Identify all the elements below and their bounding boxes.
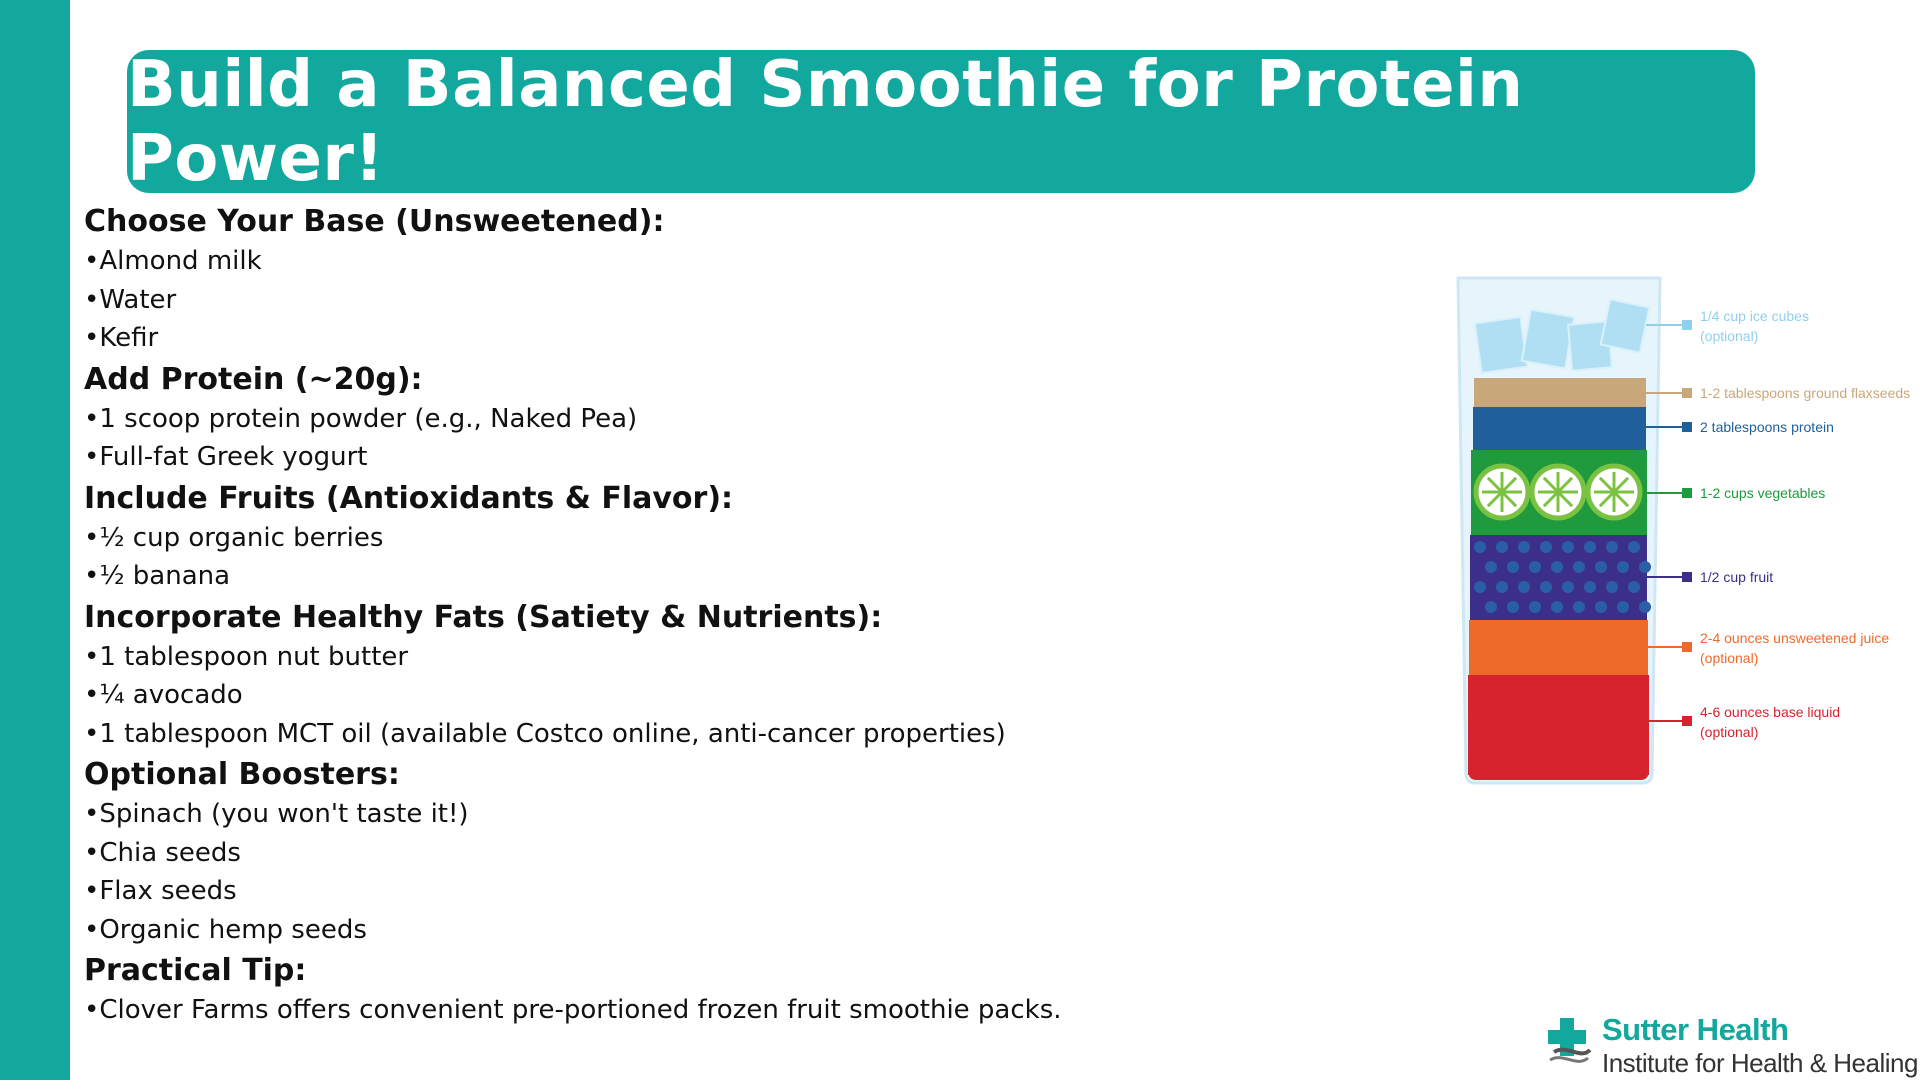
fruit-dot bbox=[1606, 581, 1618, 593]
layer-flax bbox=[1474, 378, 1646, 407]
list-item: •½ cup organic berries bbox=[84, 522, 384, 553]
fruit-dot bbox=[1573, 601, 1585, 613]
list-item: •Flax seeds bbox=[84, 876, 237, 906]
logo-name: Sutter Health bbox=[1602, 1012, 1789, 1047]
fruit-dot bbox=[1474, 581, 1486, 593]
fruit-dot bbox=[1606, 541, 1618, 553]
infographic-label-liquid: 4-6 ounces base liquid bbox=[1700, 704, 1841, 720]
fruit-dot bbox=[1639, 601, 1651, 613]
cucumber-slice bbox=[1588, 466, 1640, 518]
cucumber-slice bbox=[1532, 466, 1584, 518]
title-banner bbox=[127, 47, 1755, 196]
vegetable-slices bbox=[1476, 466, 1640, 518]
fruit-dot bbox=[1529, 561, 1541, 573]
list-item: •½ banana bbox=[84, 561, 231, 591]
infographic-label-flax: 1-2 tablespoons ground flaxseeds bbox=[1700, 385, 1911, 401]
list-item: •Chia seeds bbox=[84, 837, 241, 868]
layer-liquid bbox=[1468, 675, 1649, 775]
list-item: •Full-fat Greek yogurt bbox=[84, 442, 368, 472]
section-heading: Include Fruits (Antioxidants & Flavor): bbox=[84, 480, 734, 516]
cucumber-slice bbox=[1476, 466, 1528, 518]
section-heading: Add Protein (~20g): bbox=[84, 361, 423, 397]
fruit-dot bbox=[1540, 581, 1552, 593]
fruit-dot bbox=[1507, 561, 1519, 573]
fruit-dot bbox=[1584, 541, 1596, 553]
fruit-dot bbox=[1496, 541, 1508, 553]
section-heading: Choose Your Base (Unsweetened): bbox=[84, 204, 665, 239]
fruit-dot bbox=[1518, 581, 1530, 593]
fruit-dot bbox=[1617, 601, 1629, 613]
fruit-dot bbox=[1529, 601, 1541, 613]
layer-protein bbox=[1473, 407, 1646, 450]
fruit-dot bbox=[1639, 561, 1651, 573]
fruit-dot bbox=[1562, 581, 1574, 593]
fruit-dot bbox=[1474, 541, 1486, 553]
infographic-label-juice: 2-4 ounces unsweetened juice bbox=[1700, 630, 1890, 646]
infographic-label-ice: (optional) bbox=[1700, 328, 1759, 344]
infographic-label-protein: 2 tablespoons protein bbox=[1700, 419, 1834, 435]
sutter-health-logo-icon bbox=[1540, 1014, 1594, 1068]
fruit-dot bbox=[1628, 581, 1640, 593]
smoothie-guide-list bbox=[84, 200, 1384, 1030]
list-item: •¼ avocado bbox=[84, 680, 243, 710]
fruit-dot bbox=[1540, 541, 1552, 553]
glass-layers bbox=[1468, 378, 1651, 780]
section-heading: Practical Tip: bbox=[84, 953, 307, 988]
leader-lines bbox=[1646, 308, 1910, 740]
fruit-dot bbox=[1518, 541, 1530, 553]
fruit-dot bbox=[1595, 561, 1607, 573]
logo-subtitle: Institute for Health & Healing bbox=[1602, 1048, 1918, 1078]
infographic-label-vegetables: 1-2 cups vegetables bbox=[1700, 485, 1826, 501]
fruit-dot bbox=[1617, 561, 1629, 573]
fruit-dot bbox=[1551, 561, 1563, 573]
list-item: •Spinach (you won't taste it!) bbox=[84, 799, 469, 829]
infographic-label-ice: 1/4 cup ice cubes bbox=[1700, 308, 1809, 324]
smoothie-layers-infographic bbox=[1450, 275, 1920, 795]
fruit-dot bbox=[1628, 541, 1640, 553]
list-item: •1 tablespoon nut butter bbox=[84, 641, 409, 672]
fruit-dot bbox=[1507, 601, 1519, 613]
section-heading: Optional Boosters: bbox=[84, 757, 400, 792]
fruit-dot bbox=[1573, 561, 1585, 573]
list-item: •Organic hemp seeds bbox=[84, 914, 367, 945]
list-item: •Water bbox=[84, 284, 177, 315]
fruit-dot bbox=[1584, 581, 1596, 593]
list-item: •1 tablespoon MCT oil (available Costco online, anti-cancer properties) bbox=[84, 718, 1006, 749]
sutter-health-logo bbox=[1540, 1012, 1920, 1080]
infographic-label-fruit: 1/2 cup fruit bbox=[1700, 569, 1774, 585]
list-item: •Almond milk bbox=[84, 246, 262, 276]
layer-liquid-bottom bbox=[1468, 765, 1649, 780]
fruit-dot bbox=[1485, 561, 1497, 573]
section-heading: Incorporate Healthy Fats (Satiety & Nutrients): bbox=[84, 599, 883, 635]
layer-juice bbox=[1469, 620, 1648, 675]
list-item: •1 scoop protein powder (e.g., Naked Pea) bbox=[84, 403, 638, 434]
infographic-label-juice: (optional) bbox=[1700, 650, 1759, 666]
fruit-dot bbox=[1485, 601, 1497, 613]
list-item: •Clover Farms offers convenient pre-portioned frozen fruit smoothie packs. bbox=[84, 995, 1062, 1025]
infographic-label-liquid: (optional) bbox=[1700, 724, 1759, 740]
page-title: Build a Balanced Smoothie for Protein Power! bbox=[127, 47, 1524, 196]
fruit-dot bbox=[1562, 541, 1574, 553]
fruit-dot bbox=[1595, 601, 1607, 613]
list-item: •Kefir bbox=[84, 323, 159, 353]
fruit-dot bbox=[1496, 581, 1508, 593]
fruit-dot bbox=[1551, 601, 1563, 613]
left-accent-bar bbox=[0, 0, 70, 1080]
